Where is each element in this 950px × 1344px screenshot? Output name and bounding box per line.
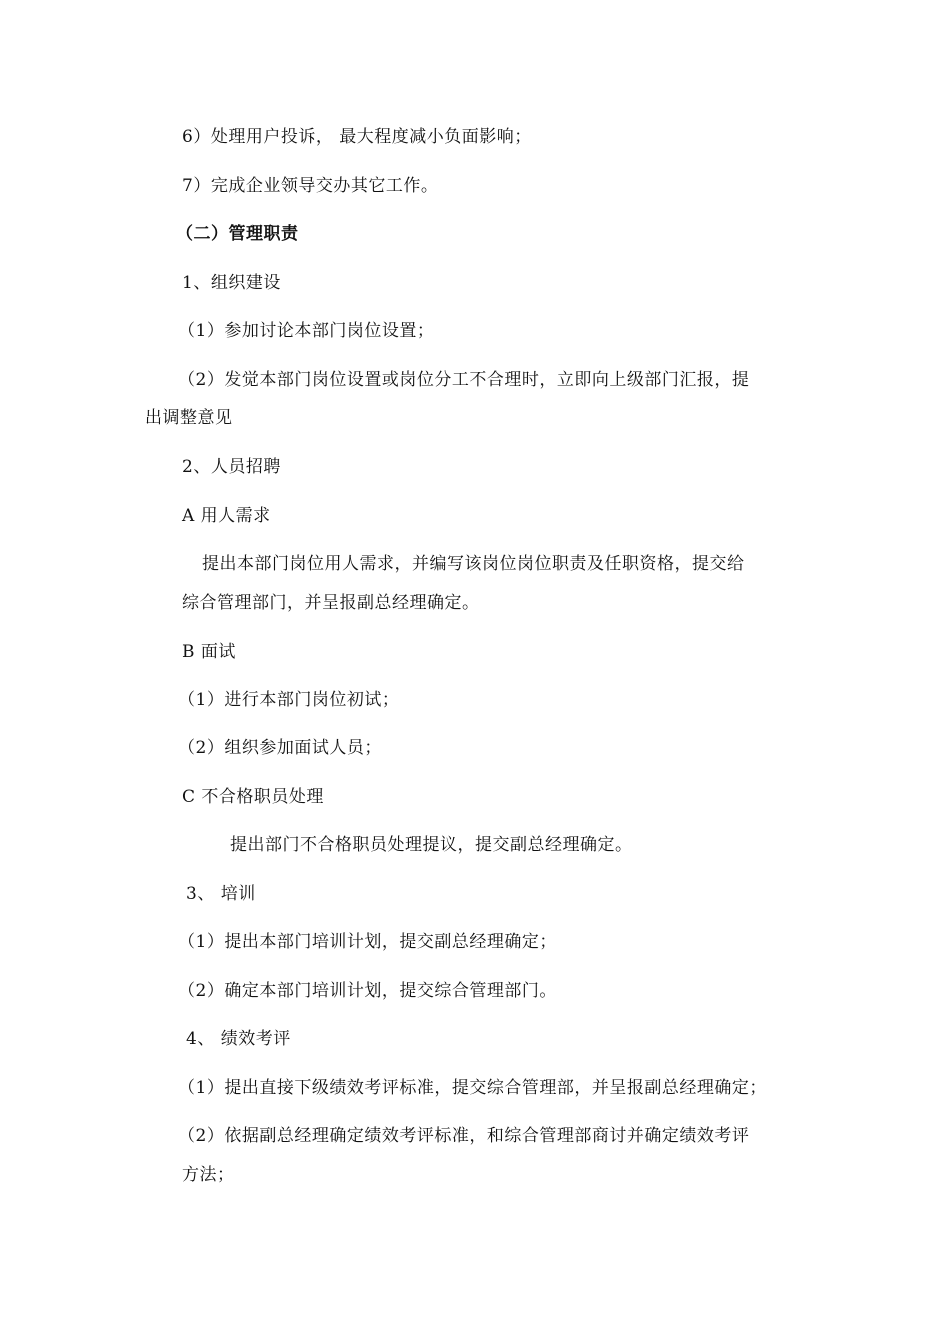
text-line: 1、组织建设 <box>182 273 281 293</box>
text-line: A 用人需求 <box>182 506 271 526</box>
text-line: 3、 培训 <box>186 884 256 904</box>
text-line: （1）参加讨论本部门岗位设置； <box>178 321 435 341</box>
text-line: B 面试 <box>182 642 236 662</box>
text-line: （2）组织参加面试人员； <box>178 738 382 758</box>
text-line: 提出本部门岗位用人需求，并编写该岗位岗位职责及任职资格，提交给 <box>202 554 745 574</box>
text-line: 提出部门不合格职员处理提议，提交副总经理确定。 <box>230 835 633 855</box>
text-line: 出调整意见 <box>145 408 233 428</box>
text-line: （1）提出直接下级绩效考评标准，提交综合管理部，并呈报副总经理确定； <box>178 1078 767 1098</box>
text-line: 4、 绩效考评 <box>186 1029 291 1049</box>
text-line: （1）进行本部门岗位初试； <box>178 690 400 710</box>
text-line: 综合管理部门，并呈报副总经理确定。 <box>182 593 480 613</box>
text-line: 2、人员招聘 <box>182 457 281 477</box>
text-line: （2）确定本部门培训计划，提交综合管理部门。 <box>178 981 557 1001</box>
text-line: C 不合格职员处理 <box>182 787 324 807</box>
text-line: 7）完成企业领导交办其它工作。 <box>182 176 439 196</box>
text-line: 方法； <box>182 1165 235 1185</box>
text-line: （2）发觉本部门岗位设置或岗位分工不合理时，立即向上级部门汇报，提 <box>178 370 750 390</box>
text-line: 6）处理用户投诉， 最大程度减小负面影响； <box>182 127 532 147</box>
section-heading: （二）管理职责 <box>176 224 299 244</box>
text-line: （2）依据副总经理确定绩效考评标准，和综合管理部商讨并确定绩效考评 <box>178 1126 750 1146</box>
text-line: （1）提出本部门培训计划，提交副总经理确定； <box>178 932 557 952</box>
